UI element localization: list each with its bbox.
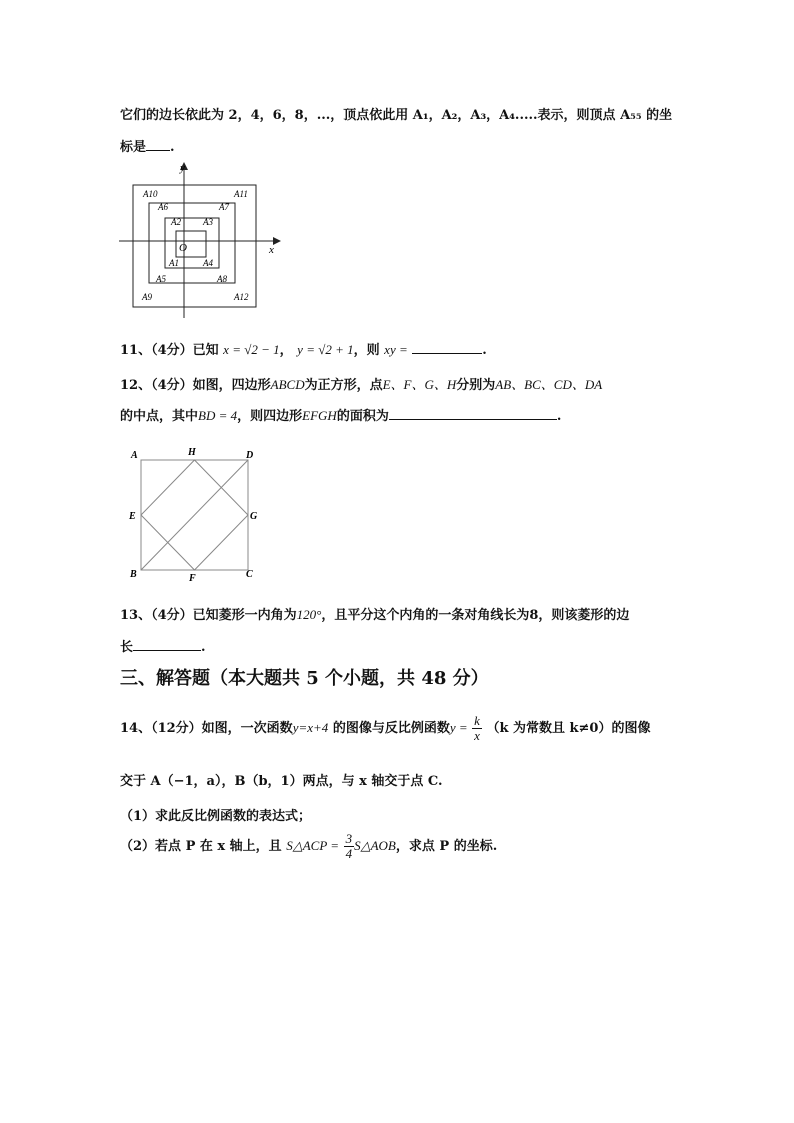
q12-line2a: 的中点，其中 <box>120 409 199 424</box>
label-A1: A1 <box>169 258 179 268</box>
q14-prefix: 14、（12分）如图，一次函数 <box>120 721 293 736</box>
label-A5: A5 <box>156 274 166 284</box>
q12-line2 <box>120 405 561 424</box>
q11-y-expr: y = √2 + 1 <box>297 342 354 357</box>
q12-prefix: 12、（4分）如图，四边形 <box>120 378 271 393</box>
q12-abcd: ABCD <box>270 377 305 392</box>
q12-line2b: ，则四边形 <box>237 409 303 424</box>
label-A: A <box>131 450 138 461</box>
section-3-heading: 三、解答题（本大题共 5 个小题，共 48 分） <box>120 668 489 689</box>
q13-line2-text: 长 <box>120 640 134 655</box>
x-axis-arrow-icon <box>273 237 281 245</box>
label-E: E <box>129 511 136 522</box>
q14-sub1: （1）求此反比例函数的表达式； <box>120 809 312 824</box>
q13-answer-blank <box>133 638 201 651</box>
q13-end: . <box>201 640 206 655</box>
q14-fraction <box>472 714 482 743</box>
label-C: C <box>246 569 253 580</box>
label-A3: A3 <box>203 217 213 227</box>
q14-t2: （k 为常数且 k≠0）的图像 <box>486 721 651 736</box>
q14-frac-den: x <box>474 728 480 743</box>
label-D: D <box>246 450 254 461</box>
q11-end: . <box>482 343 487 358</box>
q10-line2 <box>120 136 175 155</box>
q12-t2: 分别为 <box>456 378 496 393</box>
label-A2: A2 <box>171 217 181 227</box>
q14-sub2b: ，求点 P 的坐标. <box>395 839 498 854</box>
label-A12: A12 <box>234 292 249 302</box>
label-B: B <box>130 569 137 580</box>
q12-answer-blank <box>389 407 557 420</box>
q10-figure <box>115 158 285 318</box>
diagonal-bd <box>141 460 248 570</box>
q14-fraction-2 <box>344 832 355 861</box>
q11-answer-blank <box>412 341 482 354</box>
q12-figure <box>120 445 270 585</box>
label-F: F <box>189 573 196 584</box>
q12-efgh: EFGH <box>302 408 337 423</box>
q14-linear: y=x+4 <box>292 720 329 735</box>
q10-line2-text: 标是 <box>120 140 147 155</box>
q11-xy: xy = <box>384 342 408 357</box>
q14-s-acp: S△ACP = <box>286 838 340 853</box>
q11-prefix: 11、（4分）已知 <box>120 343 219 358</box>
q14-frac2-num: 3 <box>345 831 353 846</box>
q11-x-expr: x = √2 − 1 <box>223 342 280 357</box>
q14-sub2a: （2）若点 P 在 x 轴上，且 <box>120 839 282 854</box>
label-A10: A10 <box>143 189 158 199</box>
q10-line1: 它们的边长依此为 2，4，6，8，...，顶点依此用 A₁，A₂，A₃，A₄.....表示，则顶点 A₅₅ 的坐 <box>120 108 673 123</box>
q12-line2c: 的面积为 <box>336 409 389 424</box>
q11-line <box>120 339 487 358</box>
q13-line1 <box>120 604 629 623</box>
q11-sep: ， <box>279 343 293 358</box>
q10-answer-blank <box>146 138 170 151</box>
q12-line1 <box>120 374 602 393</box>
q13-line1a: 13、（4分）已知菱形一内角为 <box>120 608 297 623</box>
label-A11: A11 <box>234 189 248 199</box>
label-O: O <box>179 242 187 254</box>
q13-line1b: ，且平分这个内角的一条对角线长为8，则该菱形的边 <box>321 608 630 623</box>
label-H: H <box>188 447 196 458</box>
label-A9: A9 <box>142 292 152 302</box>
q12-end: . <box>556 409 562 424</box>
q11-mid: ，则 <box>353 343 380 358</box>
q14-t1: 的图像与反比例函数 <box>332 721 450 736</box>
q12-bd: BD = 4 <box>198 408 238 423</box>
q12-points: E、F、G、H <box>382 377 457 392</box>
q12-sides: AB、BC、CD、DA <box>495 377 603 392</box>
q12-t1: 为正方形，点 <box>304 378 383 393</box>
q14-frac2-den: 4 <box>345 846 353 861</box>
label-y: y <box>180 162 185 174</box>
q14-line1 <box>120 714 650 743</box>
label-G: G <box>250 511 258 522</box>
q10-line2-end: . <box>170 140 175 155</box>
square-3 <box>149 203 235 283</box>
q14-frac-num: k <box>474 713 480 728</box>
label-A8: A8 <box>217 274 227 284</box>
q13-angle: 120° <box>296 607 322 622</box>
q14-s-aob: S△AOB <box>354 838 396 853</box>
q14-line2: 交于 A（−1，a），B（b，1）两点，与 x 轴交于点 C. <box>120 774 443 789</box>
label-A4: A4 <box>203 258 213 268</box>
q13-line2 <box>120 636 206 655</box>
label-A6: A6 <box>158 202 168 212</box>
label-x: x <box>269 244 274 256</box>
q14-ylabel: y = <box>449 720 468 735</box>
q14-sub2 <box>120 832 497 861</box>
label-A7: A7 <box>219 202 229 212</box>
